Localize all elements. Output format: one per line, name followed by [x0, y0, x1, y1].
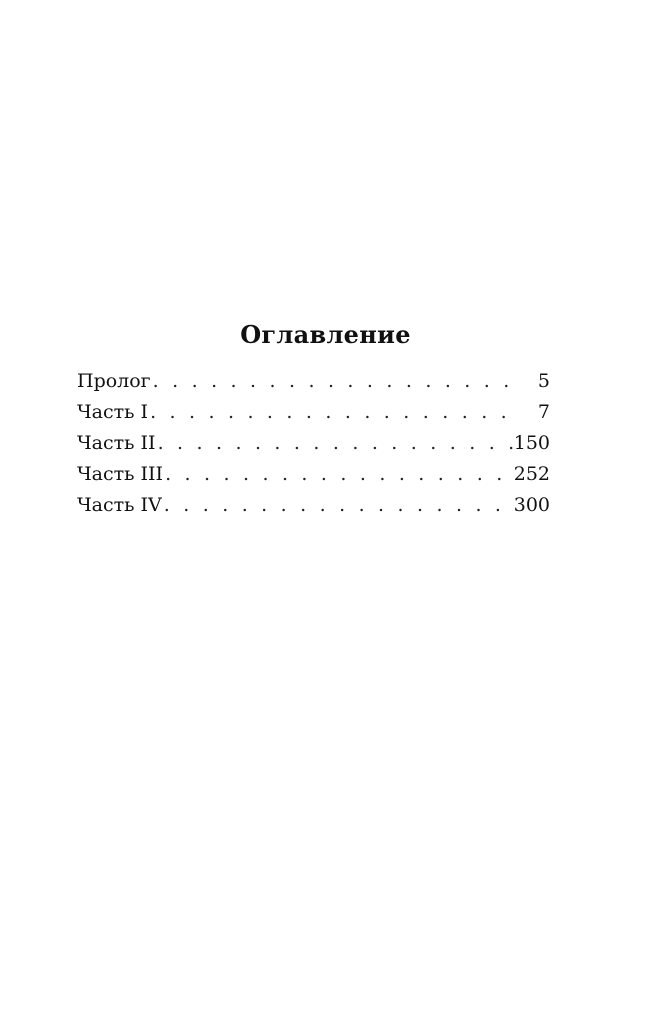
- dot-leader: [150, 397, 514, 428]
- toc-entry-label: Часть I: [77, 401, 149, 423]
- toc-entry-part-4: [77, 490, 550, 521]
- dot-leader: [164, 490, 514, 521]
- toc-entry-page-number: 150: [513, 432, 550, 454]
- dot-leader: [158, 428, 514, 459]
- toc-entry-page-number: 300: [513, 494, 550, 516]
- toc-entry-part-1: [77, 397, 550, 428]
- dot-leader: [165, 459, 514, 490]
- table-of-contents: [77, 318, 550, 521]
- toc-list: [77, 366, 550, 521]
- page-title: Оглавление: [240, 320, 411, 349]
- toc-entry-page-number: 252: [513, 463, 550, 485]
- toc-entry-page-number: 7: [537, 401, 550, 423]
- toc-entry-part-3: [77, 459, 550, 490]
- toc-entry-label: Часть III: [77, 463, 164, 485]
- dot-leader: [153, 366, 514, 397]
- toc-entry-page-number: 5: [537, 370, 550, 392]
- toc-entry-prologue: [77, 366, 550, 397]
- toc-entry-label: Часть II: [77, 432, 156, 454]
- toc-entry-label: Часть IV: [77, 494, 162, 516]
- toc-entry-part-2: [77, 428, 550, 459]
- toc-entry-label: Пролог: [77, 370, 151, 392]
